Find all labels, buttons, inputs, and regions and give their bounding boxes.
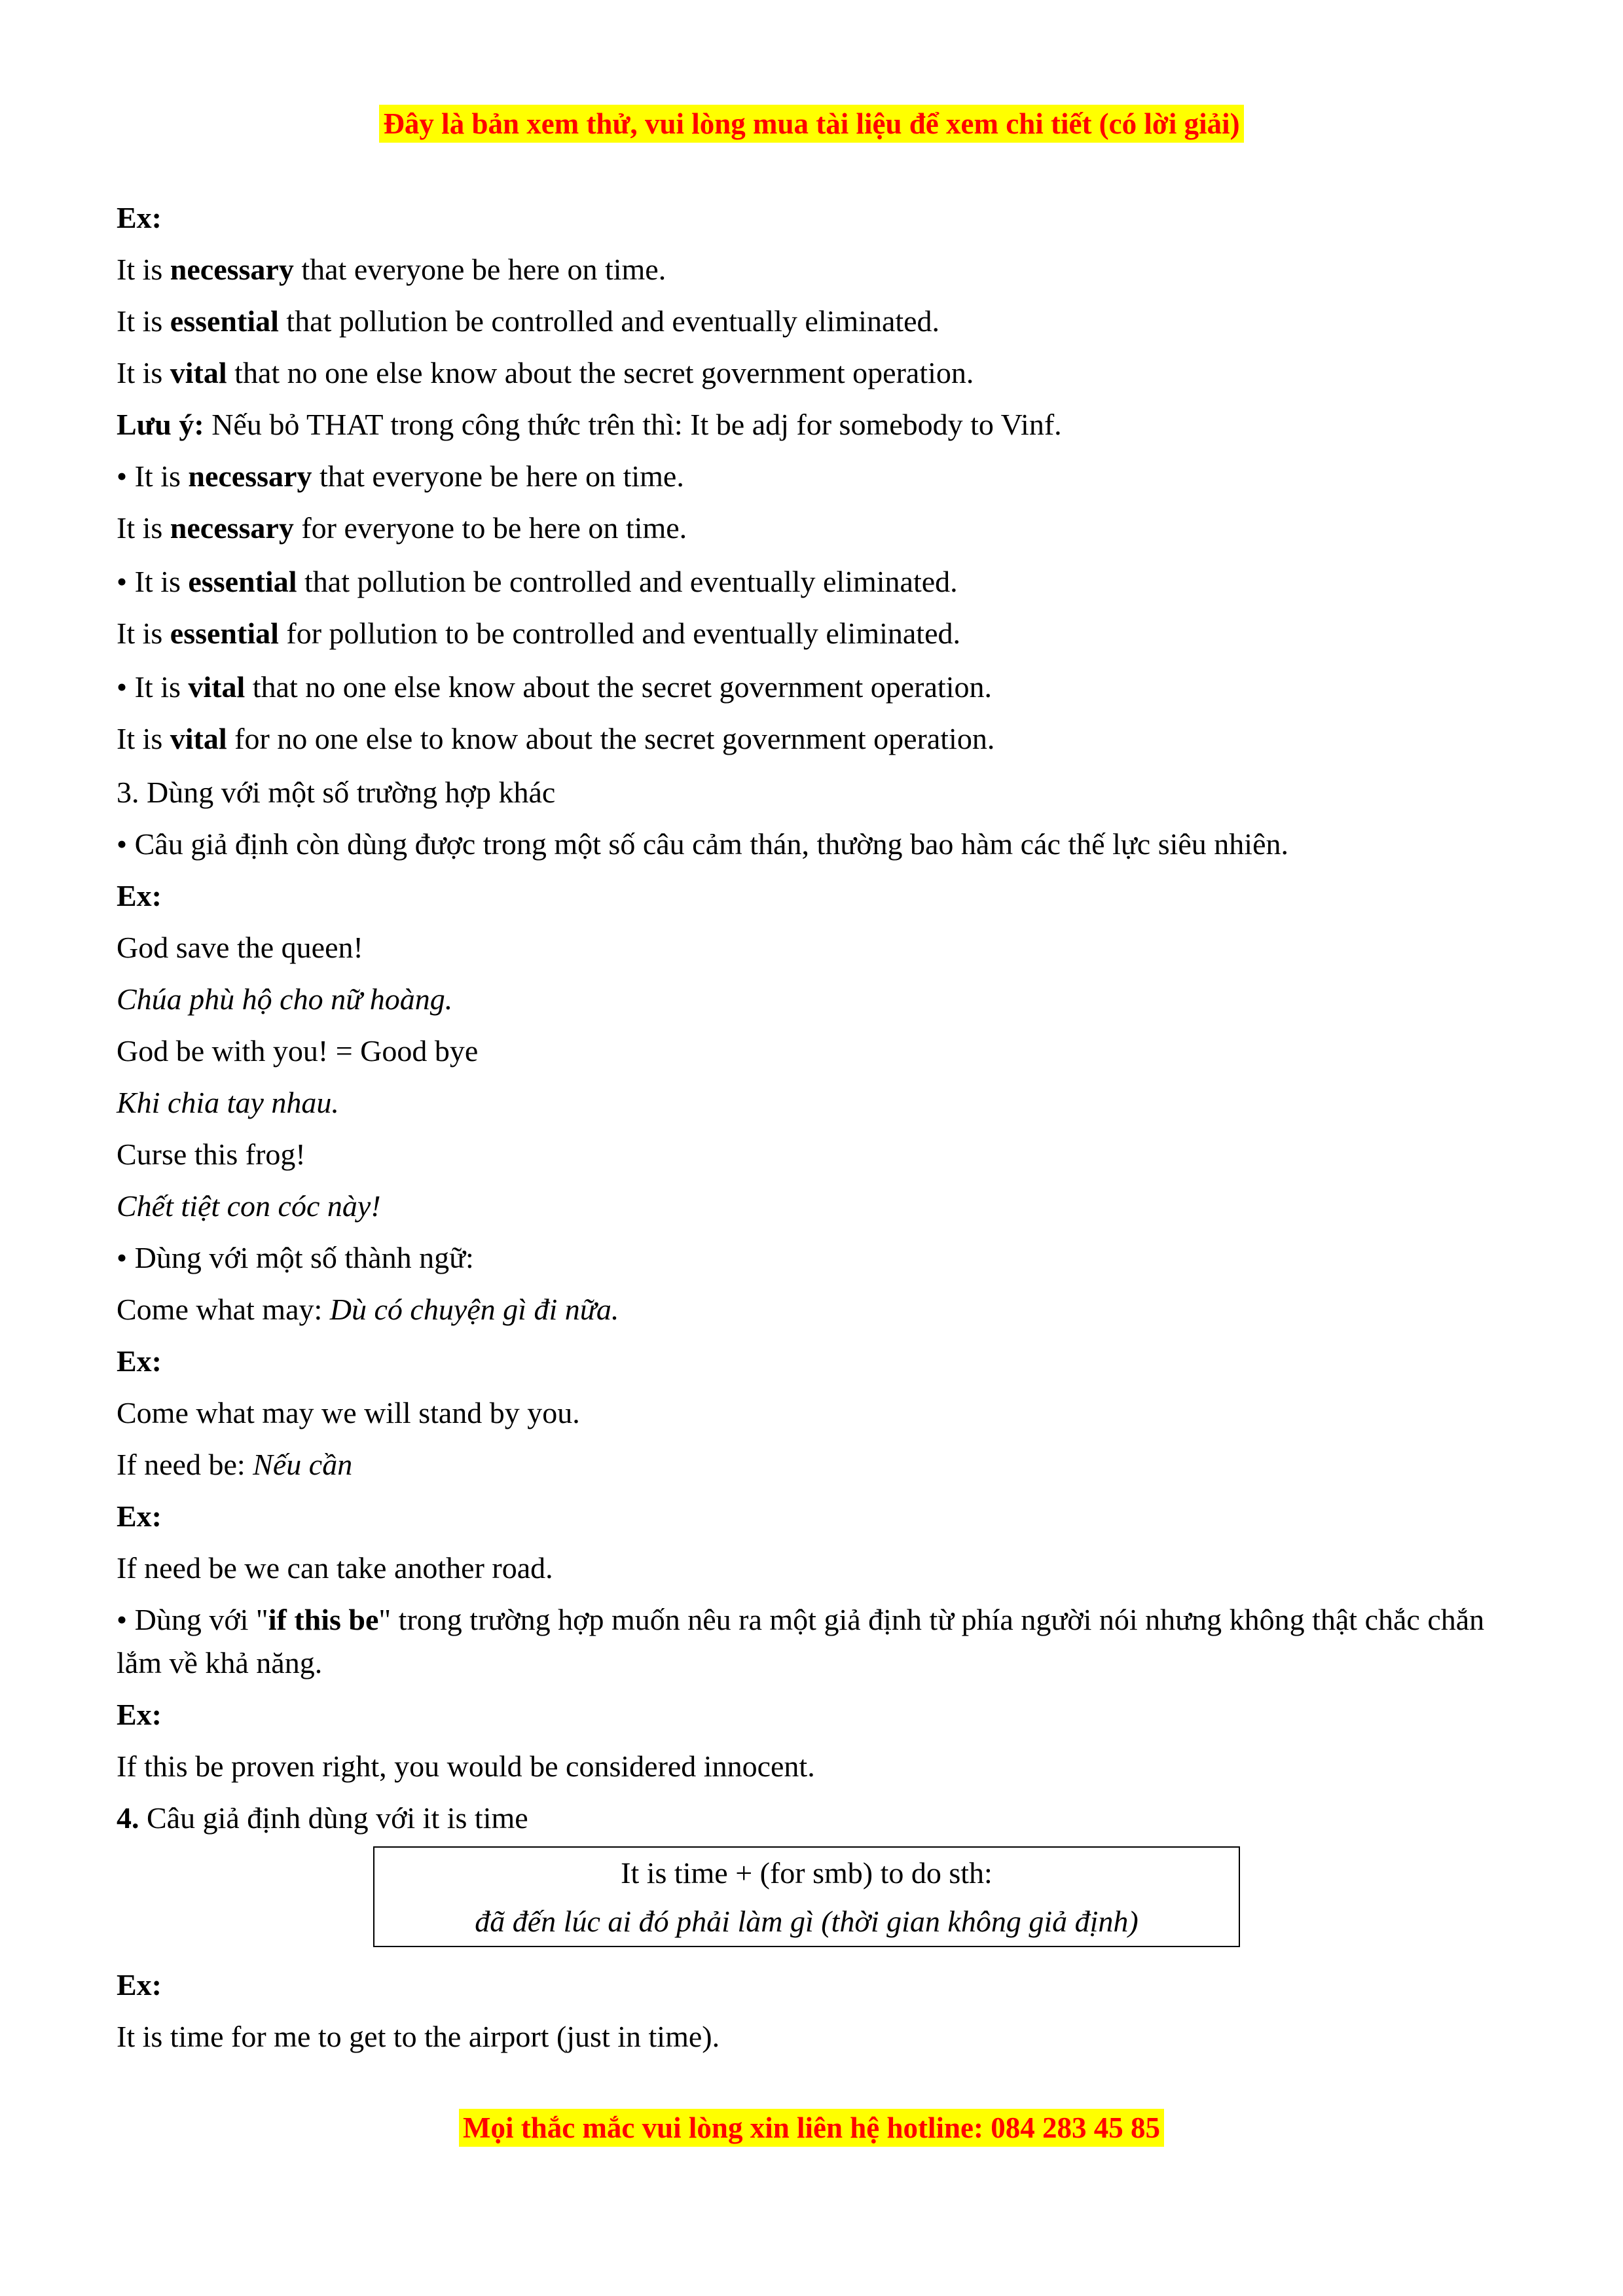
text-run: It is	[117, 356, 170, 389]
example-line	[117, 347, 1511, 399]
formula-box-row	[117, 1846, 1511, 1955]
translation-text: Khi chia tay nhau.	[117, 1086, 339, 1119]
ex-label-text: Ex:	[117, 1344, 162, 1378]
formula-line: It is time + (for smb) to do sth:	[621, 1856, 993, 1890]
rewrite-line	[117, 502, 1511, 556]
document-body	[117, 192, 1511, 2062]
text-run: • It is	[117, 565, 189, 598]
bold-keyword: necessary	[170, 253, 294, 286]
bullet-line: • Câu giả định còn dùng được trong một số câu cảm thán, thường bao hàm các thế lực siêu nhiên.	[117, 827, 1289, 861]
bullet-line	[117, 450, 1511, 502]
ex-label-text: Ex:	[117, 1499, 162, 1533]
example-line: Come what may we will stand by you.	[117, 1396, 580, 1429]
translation-line	[117, 973, 1511, 1025]
bold-keyword: essential	[170, 617, 279, 650]
header-banner-row	[0, 105, 1623, 143]
text-run: that pollution be controlled and eventually eliminated.	[278, 304, 940, 338]
text-run: that everyone be here on time.	[293, 253, 666, 286]
text-run: for pollution to be controlled and eventually eliminated.	[278, 617, 960, 650]
ex-label	[117, 1959, 1511, 2011]
idiom-term: If need be:	[117, 1448, 253, 1481]
idiom-line	[117, 1283, 1511, 1335]
text-run: for everyone to be here on time.	[293, 511, 687, 545]
text-run: It is	[117, 304, 170, 338]
rewrite-line	[117, 607, 1511, 661]
rewrite-line	[117, 713, 1511, 766]
footer-banner-row	[0, 2109, 1623, 2147]
section-4-title	[117, 1792, 1511, 1844]
ex-label	[117, 1490, 1511, 1542]
ex-label-text: Ex:	[117, 1698, 162, 1731]
text-run: It is	[117, 722, 170, 755]
ex-label-text: Ex:	[117, 201, 162, 234]
bold-keyword: vital	[170, 722, 227, 755]
example-line: God save the queen!	[117, 931, 363, 964]
example-line: If need be we can take another road.	[117, 1551, 553, 1585]
text-run: • Dùng với "	[117, 1603, 268, 1636]
example-line: It is time for me to get to the airport (just in time).	[117, 2020, 720, 2053]
bullet-paragraph	[117, 1594, 1511, 1689]
text-run: that pollution be controlled and eventually eliminated.	[297, 565, 958, 598]
ex-label-text: Ex:	[117, 1968, 162, 2001]
text-run: that no one else know about the secret government operation.	[245, 670, 992, 704]
ex-label-text: Ex:	[117, 879, 162, 912]
bold-keyword: vital	[170, 356, 227, 389]
ex-label	[117, 1689, 1511, 1740]
translation-text: Chết tiệt con cóc này!	[117, 1189, 381, 1223]
note-text: Nếu bỏ THAT trong công thức trên thì: It be adj for somebody to Vinf.	[204, 408, 1062, 441]
example-line: If this be proven right, you would be considered innocent.	[117, 1749, 815, 1783]
bullet-line	[117, 556, 1511, 607]
example-line	[117, 295, 1511, 347]
ex-label	[117, 1335, 1511, 1387]
note-line	[117, 399, 1511, 450]
bold-keyword: necessary	[188, 459, 312, 493]
formula-meaning	[374, 1897, 1239, 1946]
formula-box	[373, 1846, 1240, 1947]
bold-keyword: essential	[170, 304, 279, 338]
bold-keyword: essential	[188, 565, 297, 598]
section-text: Câu giả định dùng với it is time	[139, 1801, 528, 1835]
text-run: It is	[117, 617, 170, 650]
text-run: • It is	[117, 670, 189, 704]
text-run: for no one else to know about the secret government operation.	[227, 722, 995, 755]
section-number: 4.	[117, 1801, 139, 1835]
header-banner: Đây là bản xem thử, vui lòng mua tài liệu để xem chi tiết (có lời giải)	[379, 105, 1243, 143]
translation-line	[117, 1077, 1511, 1128]
footer-banner: Mọi thắc mắc vui lòng xin liên hệ hotline: 084 283 45 85	[459, 2109, 1164, 2147]
text-run: that everyone be here on time.	[312, 459, 684, 493]
note-label: Lưu ý:	[117, 408, 204, 441]
translation-line	[117, 1180, 1511, 1232]
bold-keyword: necessary	[170, 511, 294, 545]
bullet-line	[117, 661, 1511, 713]
idiom-line	[117, 1439, 1511, 1490]
idiom-meaning: Nếu cần	[253, 1448, 353, 1481]
ex-label	[117, 870, 1511, 922]
example-line: God be with you! = Good bye	[117, 1034, 479, 1067]
text-run: • It is	[117, 459, 189, 493]
idiom-term: Come what may:	[117, 1293, 330, 1326]
section-3-title: 3. Dùng với một số trường hợp khác	[117, 776, 556, 809]
bold-keyword: if this be	[268, 1603, 379, 1636]
bold-keyword: vital	[188, 670, 246, 704]
example-line	[117, 243, 1511, 295]
bullet-line: • Dùng với một số thành ngữ:	[117, 1241, 474, 1274]
text-run: It is	[117, 511, 170, 545]
example-line: Curse this frog!	[117, 1138, 306, 1171]
text-run: " trong trường hợp muốn nêu ra một giả định từ phía người nói nhưng không thật chắc chắn lắm về khả năng.	[117, 1603, 1485, 1679]
text-run: It is	[117, 253, 170, 286]
formula-meaning-text: đã đến lúc ai đó phải làm gì (thời gian không giả định)	[475, 1905, 1139, 1938]
idiom-meaning: Dù có chuyện gì đi nữa.	[329, 1293, 619, 1326]
ex-label	[117, 192, 1511, 243]
text-run: that no one else know about the secret government operation.	[227, 356, 974, 389]
translation-text: Chúa phù hộ cho nữ hoàng.	[117, 982, 453, 1016]
